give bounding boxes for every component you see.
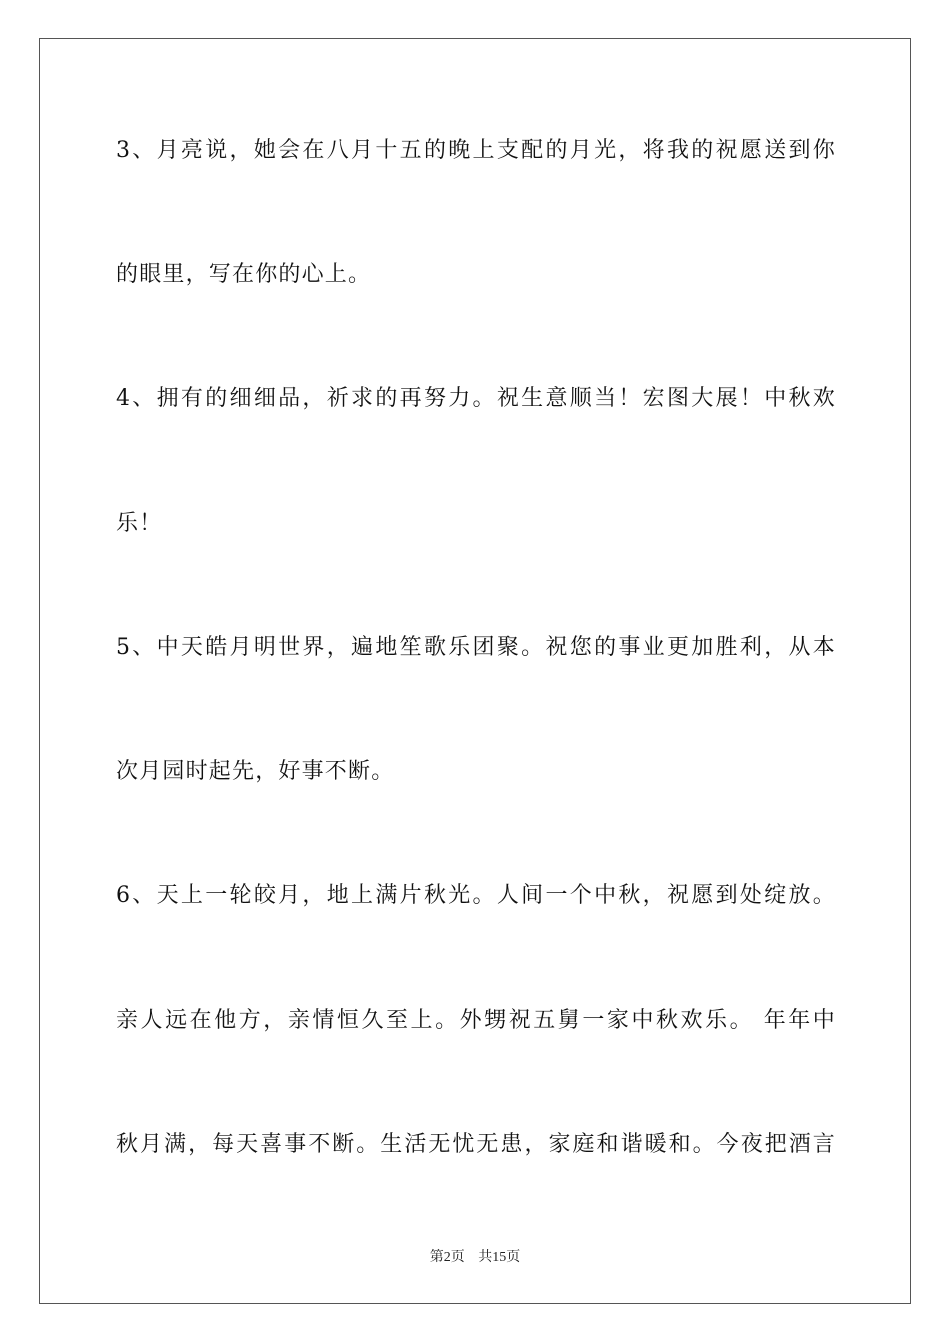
- page-frame: [39, 38, 911, 1304]
- text-line-3: 4、拥有的细细品，祈求的再努力。祝生意顺当！宏图大展！中秋欢: [116, 386, 836, 411]
- text-line-8: 亲人远在他方，亲情恒久至上。外甥祝五舅一家中秋欢乐。 年年中: [116, 1008, 836, 1033]
- page-number: 第2页: [429, 1250, 465, 1265]
- text-line-1: 3、月亮说，她会在八月十五的晚上支配的月光，将我的祝愿送到你: [116, 138, 836, 163]
- total-pages: 共15页: [478, 1250, 521, 1265]
- page-footer: [0, 1246, 950, 1266]
- text-line-2: 的眼里，写在你的心上。: [116, 262, 372, 287]
- text-line-7: 6、天上一轮皎月，地上满片秋光。人间一个中秋，祝愿到处绽放。: [116, 883, 836, 908]
- text-line-9: 秋月满，每天喜事不断。生活无忧无患，家庭和谐暖和。今夜把酒言: [116, 1132, 836, 1157]
- text-line-5: 5、中天皓月明世界，遍地笙歌乐团聚。祝您的事业更加胜利，从本: [116, 635, 836, 660]
- text-line-4: 乐！: [116, 511, 163, 536]
- text-line-6: 次月园时起先，好事不断。: [116, 759, 395, 784]
